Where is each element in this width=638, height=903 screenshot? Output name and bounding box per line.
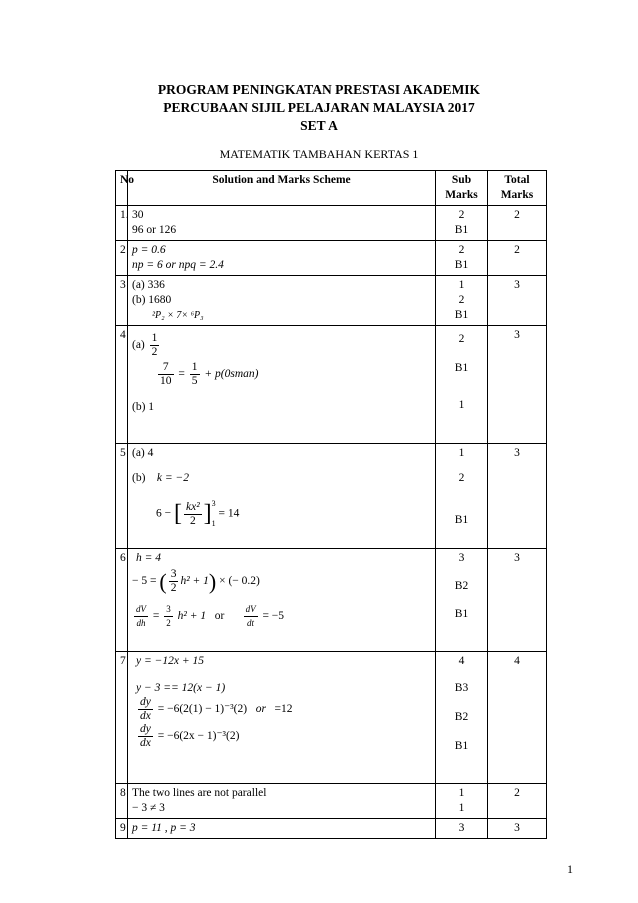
- table-row: [116, 652, 547, 784]
- row-solution: (a) 336 (b) 1680 ²P₂ × 7× ⁶P₃: [128, 276, 436, 326]
- row-sub-marks: 2 B1 1: [436, 326, 488, 444]
- table-row: [116, 784, 547, 819]
- row-total-marks: 2: [488, 241, 547, 276]
- row-no: 9: [116, 819, 128, 839]
- row-total-marks: 2: [488, 784, 547, 819]
- row-solution: p = 11 , p = 3: [128, 819, 436, 839]
- row-solution: The two lines are not parallel − 3 ≠ 3: [128, 784, 436, 819]
- row-no: 4: [116, 326, 128, 444]
- row-total-marks: 3: [488, 276, 547, 326]
- row-sub-marks: 2 B1: [436, 206, 488, 241]
- row-total-marks: 3: [488, 549, 547, 652]
- row-total-marks: 4: [488, 652, 547, 784]
- row-total-marks: 3: [488, 819, 547, 839]
- doc-title-line2: PERCUBAAN SIJIL PELAJARAN MALAYSIA 2017: [163, 100, 475, 115]
- row-solution: h = 4 − 5 = ( $\frac{3}{2}$ h² + 1) × (− 0.2) $\frac{dV}{dh}$ = $\frac{3}{2}$ h² + 1 or $\frac{dV}{dt}$ = −5: [128, 549, 436, 652]
- table-row: [116, 241, 547, 276]
- table-row: [116, 549, 547, 652]
- table-row: [116, 276, 547, 326]
- row-no: 3: [116, 276, 128, 326]
- row-sub-marks: 3: [436, 819, 488, 839]
- row-solution: y = −12x + 15 y − 3 == 12(x − 1) $\frac{dy}{dx}$ = −6(2(1) − 1)⁻³(2) or =12 $\frac{dy}{dx}$ = −6(2x − 1)⁻³(2): [128, 652, 436, 784]
- row-no: 7: [116, 652, 128, 784]
- row-no: 2: [116, 241, 128, 276]
- row-sub-marks: 4 B3 B2 B1: [436, 652, 488, 784]
- header-solution: Solution and Marks Scheme: [128, 171, 436, 206]
- marks-scheme-table: [115, 170, 547, 839]
- row-solution: (a) $\frac{1}{2}$ $\frac{7}{10}$ = $\frac{1}{5}$ + p(0sman) (b) 1: [128, 326, 436, 444]
- header-sub-marks: Sub Marks: [436, 171, 488, 206]
- row-sub-marks: 3 B2 B1: [436, 549, 488, 652]
- row-solution: (a) 4 (b) k = −2 6 − [ $\frac{\text{kx²}}{2}$ ] 3 1 = 14: [128, 444, 436, 549]
- table-header-row: [116, 171, 547, 206]
- row-sub-marks: 1 2 B1: [436, 276, 488, 326]
- table-row: [116, 206, 547, 241]
- row-total-marks: 2: [488, 206, 547, 241]
- row-total-marks: 3: [488, 444, 547, 549]
- header-no: No: [116, 171, 128, 206]
- doc-subtitle: MATEMATIK TAMBAHAN KERTAS 1: [219, 147, 419, 161]
- header-total-marks: Total Marks: [488, 171, 547, 206]
- page-number: 1: [567, 862, 573, 876]
- row-solution: p = 0.6 np = 6 or npq = 2.4: [128, 241, 436, 276]
- row-no: 1.: [116, 206, 128, 241]
- doc-title-line1: PROGRAM PENINGKATAN PRESTASI AKADEMIK: [157, 82, 481, 97]
- row-sub-marks: 1 1: [436, 784, 488, 819]
- table-row: [116, 819, 547, 839]
- row-sub-marks: 1 2 B1: [436, 444, 488, 549]
- table-row: [116, 326, 547, 444]
- table-row: [116, 444, 547, 549]
- row-no: 6: [116, 549, 128, 652]
- row-no: 5: [116, 444, 128, 549]
- doc-title-line3: SET A: [300, 118, 338, 133]
- row-solution: 30 96 or 126: [128, 206, 436, 241]
- row-total-marks: 3: [488, 326, 547, 444]
- row-no: 8: [116, 784, 128, 819]
- row-sub-marks: 2 B1: [436, 241, 488, 276]
